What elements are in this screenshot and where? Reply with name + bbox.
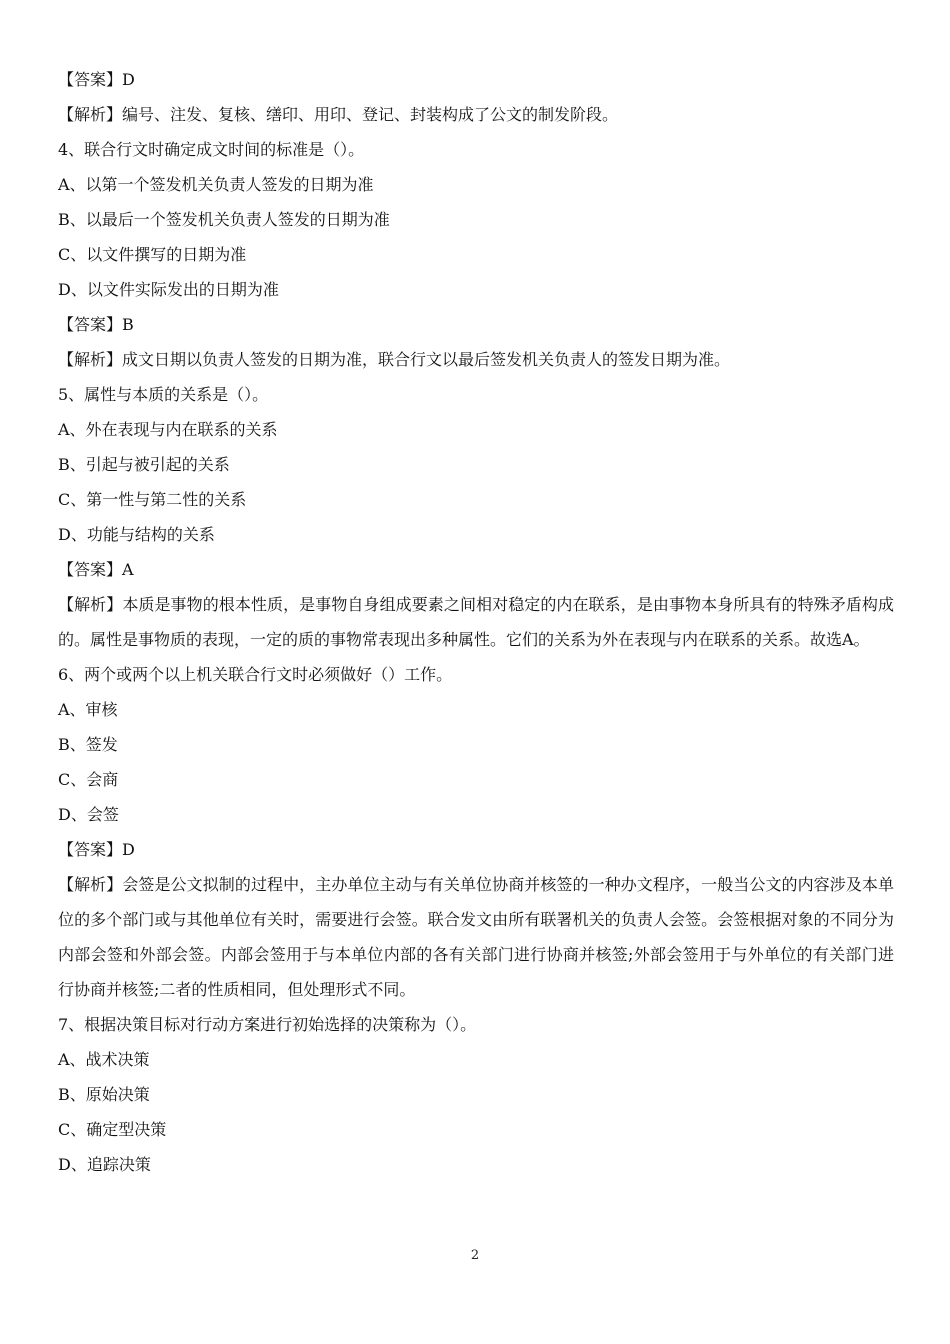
question-6-option-c: C、会商 [58, 770, 119, 789]
question-4-analysis: 【解析】成文日期以负责人签发的日期为准，联合行文以最后签发机关负责人的签发日期为准。 [58, 350, 731, 369]
page-number: 2 [470, 1248, 480, 1263]
question-5-analysis: 【解析】本质是事物的根本性质，是事物自身组成要素之间相对稳定的内在联系，是由事物本身所具有的特殊矛盾构成的。属性是事物质的表现，一定的质的事物常表现出多种属性。它们的关系为外在表现与内在联系的关系。故选A。 [58, 595, 894, 649]
question-6-answer: 【答案】D [58, 840, 135, 859]
question-5-option-b: B、引起与被引起的关系 [58, 455, 230, 474]
question-4-option-b: B、以最后一个签发机关负责人签发的日期为准 [58, 210, 390, 229]
question-6-option-d: D、会签 [58, 805, 119, 824]
question-5-option-d: D、功能与结构的关系 [58, 525, 215, 544]
analysis-line: 【解析】编号、注发、复核、缮印、用印、登记、封装构成了公文的制发阶段。 [58, 105, 619, 124]
question-7-option-a: A、战术决策 [58, 1050, 150, 1069]
question-4-option-c: C、以文件撰写的日期为准 [58, 245, 247, 264]
question-5: 5、属性与本质的关系是（）。 [58, 385, 269, 404]
question-7-option-b: B、原始决策 [58, 1085, 150, 1104]
question-6-option-b: B、签发 [58, 735, 118, 754]
question-4-option-a: A、以第一个签发机关负责人签发的日期为准 [58, 175, 374, 194]
question-6: 6、两个或两个以上机关联合行文时必须做好（）工作。 [58, 665, 453, 684]
question-6-option-a: A、审核 [58, 700, 118, 719]
question-7: 7、根据决策目标对行动方案进行初始选择的决策称为（）。 [58, 1015, 477, 1034]
question-5-answer: 【答案】A [58, 560, 134, 579]
document-page [58, 62, 894, 1182]
question-5-option-c: C、第一性与第二性的关系 [58, 490, 247, 509]
question-4-answer: 【答案】B [58, 315, 134, 334]
question-4-option-d: D、以文件实际发出的日期为准 [58, 280, 279, 299]
question-7-option-d: D、追踪决策 [58, 1155, 151, 1174]
question-6-analysis: 【解析】会签是公文拟制的过程中，主办单位主动与有关单位协商并核签的一种办文程序，一般当公文的内容涉及本单位的多个部门或与其他单位有关时，需要进行会签。联合发文由所有联署机关的负责人会签。会签根据对象的不同分为内部会签和外部会签。内部会签用于与本单位内部的各有关部门进行协商并核签;外部会签用于与外单位的有关部门进行协商并核签;二者的性质相同，但处理形式不同。 [58, 875, 894, 999]
answer-line: 【答案】D [58, 70, 135, 89]
question-5-option-a: A、外在表现与内在联系的关系 [58, 420, 278, 439]
question-7-option-c: C、确定型决策 [58, 1120, 167, 1139]
question-4: 4、联合行文时确定成文时间的标准是（）。 [58, 140, 365, 159]
